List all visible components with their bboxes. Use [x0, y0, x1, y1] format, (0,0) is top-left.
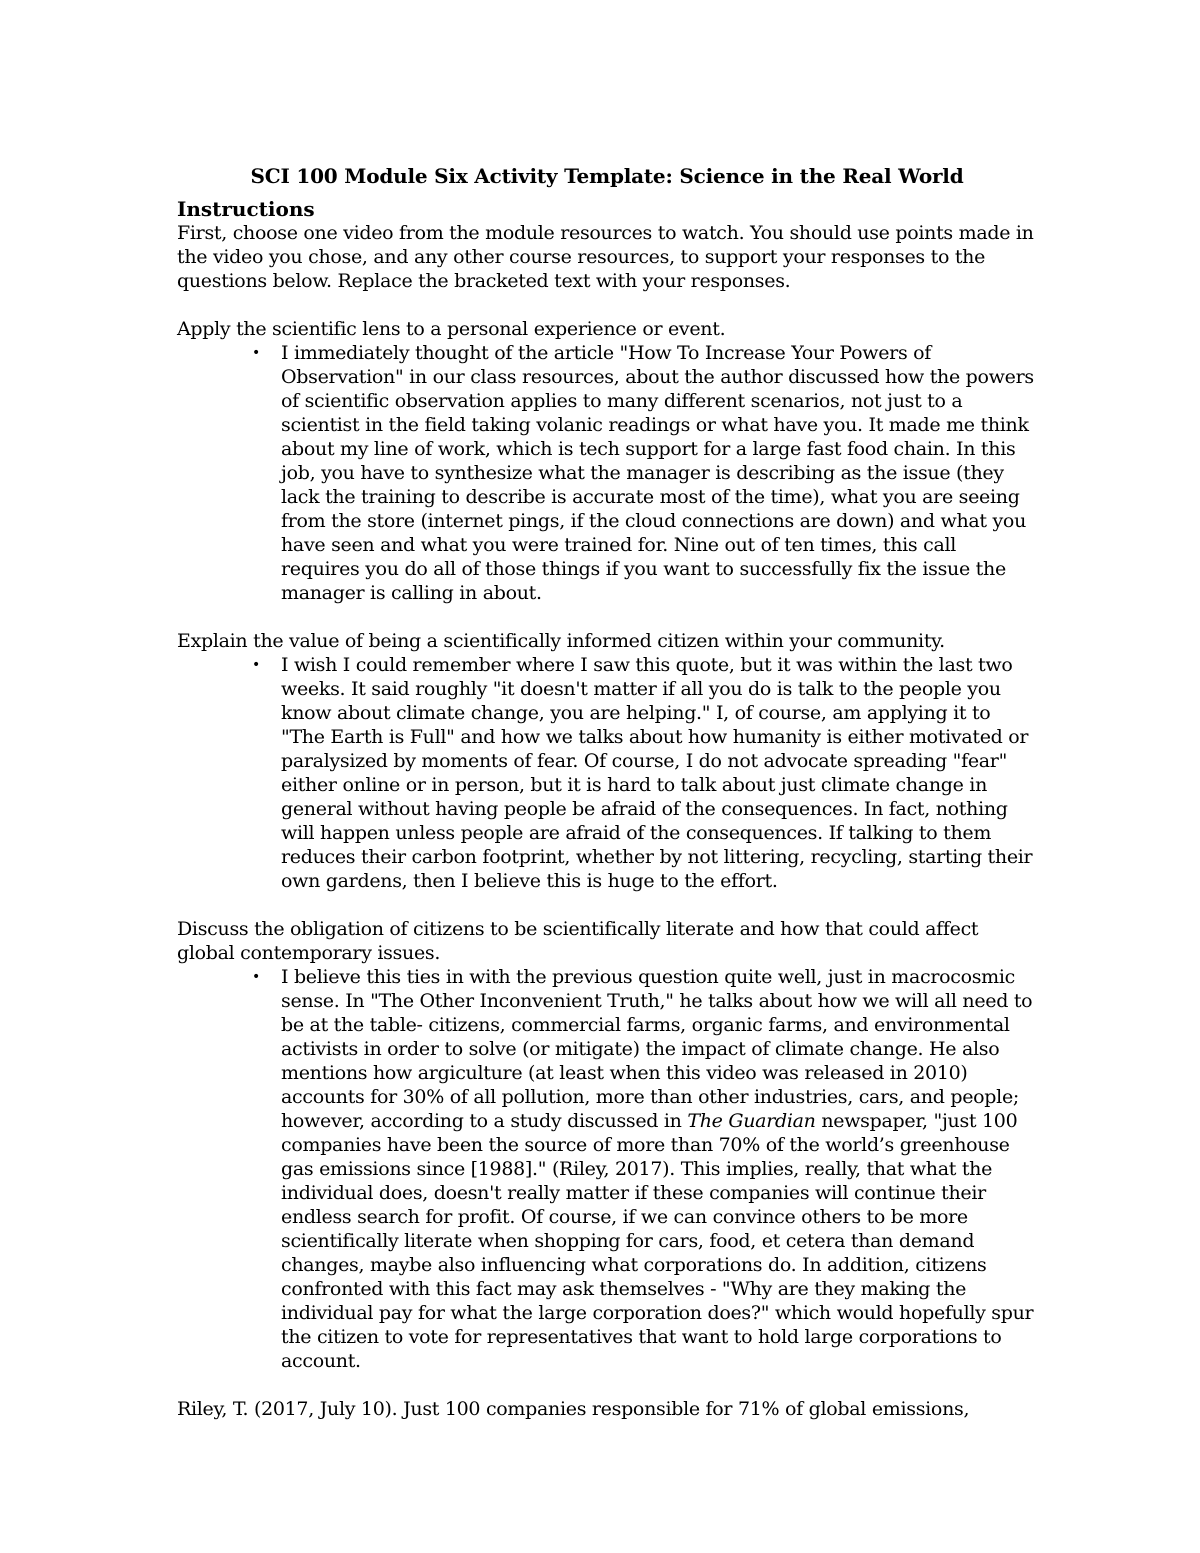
- instructions-text: First, choose one video from the module resources to watch. You should use points made in the video you chose, and any other course resources, to support your responses to the questions below. Replace the bracketed text with your responses.: [177, 222, 1034, 292]
- question-3-answer-text-part2: newspaper, "just 100 companies have been the source of more than 70% of the world’s greenhouse gas emissions since [1988]." (Riley, 2017). This implies, really, that what the individual does, doesn't really matter if these companies will continue their endless search for profit. Of course, if we can convince others to be more scientifically literate when shopping for cars, food, et cetera than demand changes, maybe also influencing what corporations do. In addition, citizens confronted with this fact may ask themselves - "Why are they making the individual pay for what the large corporation does?" which would hopefully spur the citizen to vote for representatives that want to hold large corporations to account.: [281, 1110, 1034, 1372]
- document-page: [177, 163, 1037, 1421]
- reference-entry: Riley, T. (2017, July 10). Just 100 companies responsible for 71% of global emissions,: [177, 1398, 970, 1420]
- question-1-answer: [252, 341, 1037, 605]
- bullet-icon: •: [252, 657, 260, 673]
- instructions-heading: Instructions: [177, 197, 315, 221]
- question-3-prompt: Discuss the obligation of citizens to be scientifically literate and how that could affect global contemporary issues.: [177, 918, 979, 964]
- bullet-icon: •: [252, 345, 260, 361]
- question-2-answer-text: I wish I could remember where I saw this quote, but it was within the last two weeks. It said roughly "it doesn't matter if all you do is talk to the people you know about climate change, you are helping." I, of course, am applying it to "The Earth is Full" and how we talks about how humanity is either motivated or paralysized by moments of fear. Of course, I do not advocate spreading "fear" either online or in person, but it is hard to talk about just climate change in general without having people be afraid of the consequences. In fact, nothing will happen unless people are afraid of the consequences. If talking to them reduces their carbon footprint, whether by not littering, recycling, starting their own gardens, then I believe this is huge to the effort.: [281, 654, 1033, 892]
- question-3-answer-list: [177, 965, 1037, 1373]
- question-2-answer-list: [177, 653, 1037, 893]
- document-title: SCI 100 Module Six Activity Template: Science in the Real World: [250, 164, 964, 188]
- question-2-prompt: Explain the value of being a scientifically informed citizen within your community.: [177, 630, 945, 652]
- question-2-answer: [252, 653, 1037, 893]
- question-1-answer-list: [177, 341, 1037, 605]
- bullet-icon: •: [252, 969, 260, 985]
- question-1-prompt: Apply the scientific lens to a personal experience or event.: [177, 318, 726, 340]
- question-3-answer-text-part1: I believe this ties in with the previous question quite well, just in macrocosmic sense. In "The Other Inconvenient Truth," he talks about how we will all need to be at the table- citizens, commercial farms, organic farms, and environmental activists in order to solve (or mitigate) the impact of climate change. He also mentions how argiculture (at least when this video was released in 2010) accounts for 30% of all pollution, more than other industries, cars, and people; however, according to a study discussed in: [281, 966, 1033, 1132]
- question-1-answer-text: I immediately thought of the article "How To Increase Your Powers of Observation" in our class resources, about the author discussed how the powers of scientific observation applies to many different scenarios, not just to a scientist in the field taking volanic readings or what have you. It made me think about my line of work, which is tech support for a large fast food chain. In this job, you have to synthesize what the manager is describing as the issue (they lack the training to describe is accurate most of the time), what you are seeing from the store (internet pings, if the cloud connections are down) and what you have seen and what you were trained for. Nine out of ten times, this call requires you do all of those things if you want to successfully fix the issue the manager is calling in about.: [281, 342, 1034, 604]
- publication-name: The Guardian: [687, 1110, 816, 1132]
- question-3-answer: [252, 965, 1037, 1373]
